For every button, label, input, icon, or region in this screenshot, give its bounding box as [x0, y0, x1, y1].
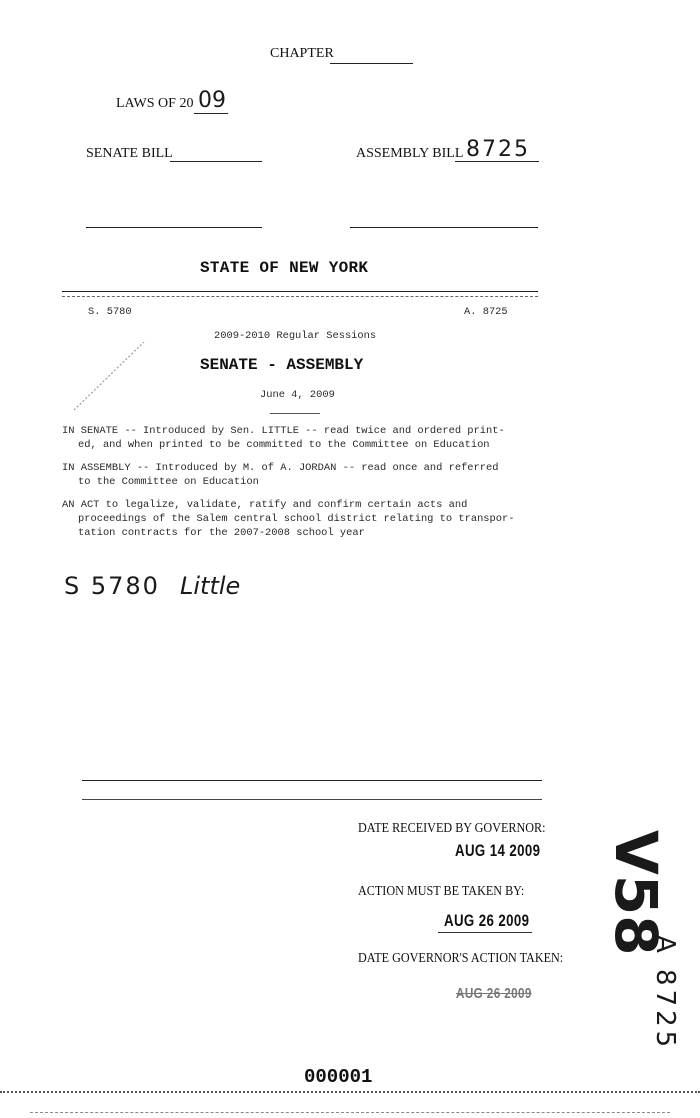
- chapter-blank: [330, 63, 413, 64]
- laws-year-blank: [194, 113, 228, 114]
- stray-mark: [70, 336, 150, 416]
- assembly-number: A. 8725: [464, 306, 508, 318]
- received-stamp: AUG 14 2009: [455, 841, 541, 860]
- laws-of-label: LAWS OF 20: [116, 96, 194, 111]
- chamber-title: SENATE - ASSEMBLY: [200, 356, 364, 374]
- scan-bottom-noise: [30, 1112, 670, 1113]
- session-text: 2009-2010 Regular Sessions: [214, 330, 377, 342]
- blank-line-left: [86, 227, 262, 228]
- senate-bill-blank: [170, 161, 262, 162]
- chapter-label: CHAPTER: [270, 46, 334, 61]
- bill-date: June 4, 2009: [260, 389, 335, 401]
- action-by-stamp: AUG 26 2009: [444, 911, 530, 930]
- senate-bill-label: SENATE BILL: [86, 146, 173, 161]
- title-rule-top: [62, 291, 538, 292]
- action-taken-stamp: AUG 26 2009: [456, 985, 532, 1002]
- scan-edge-noise: [0, 1091, 700, 1093]
- action-by-label: ACTION MUST BE TAKEN BY:: [358, 883, 525, 898]
- action-taken-label: DATE GOVERNOR'S ACTION TAKEN:: [358, 950, 564, 965]
- page-number: 000001: [304, 1066, 373, 1088]
- date-underline: [270, 413, 320, 414]
- received-label: DATE RECEIVED BY GOVERNOR:: [358, 820, 546, 835]
- laws-year-handwritten: 09: [198, 88, 226, 113]
- action-by-underline: [438, 932, 532, 933]
- footer-rule-top: [82, 780, 542, 781]
- senate-number: S. 5780: [88, 306, 132, 318]
- act-line-2: proceedings of the Salem central school district relating to transpor-: [78, 513, 515, 525]
- title-rule-bottom: [62, 296, 538, 297]
- assembly-bill-label: ASSEMBLY BILL: [356, 146, 464, 161]
- margin-veto-number: V58: [602, 830, 670, 956]
- senate-intro-line-2: ed, and when printed to be committed to the Committee on Education: [78, 439, 490, 451]
- assembly-bill-blank: [455, 161, 539, 162]
- footer-rule-bottom: [82, 799, 542, 800]
- assembly-intro-line-1: IN ASSEMBLY -- Introduced by M. of A. JORDAN -- read once and referred: [62, 462, 499, 474]
- margin-bill-ref: A 8725: [650, 935, 680, 1052]
- act-line-3: tation contracts for the 2007-2008 school year: [78, 527, 365, 539]
- blank-line-right: [350, 227, 538, 228]
- assembly-bill-handwritten: 8725: [466, 137, 530, 162]
- senate-intro-line-1: IN SENATE -- Introduced by Sen. LITTLE -- read twice and ordered print-: [62, 425, 505, 437]
- handwritten-senate-number: S 5780: [64, 572, 160, 600]
- act-line-1: AN ACT to legalize, validate, ratify and confirm certain acts and: [62, 499, 468, 511]
- state-title: STATE OF NEW YORK: [200, 259, 369, 277]
- handwritten-sponsor: Little: [180, 572, 241, 600]
- assembly-intro-line-2: to the Committee on Education: [78, 476, 259, 488]
